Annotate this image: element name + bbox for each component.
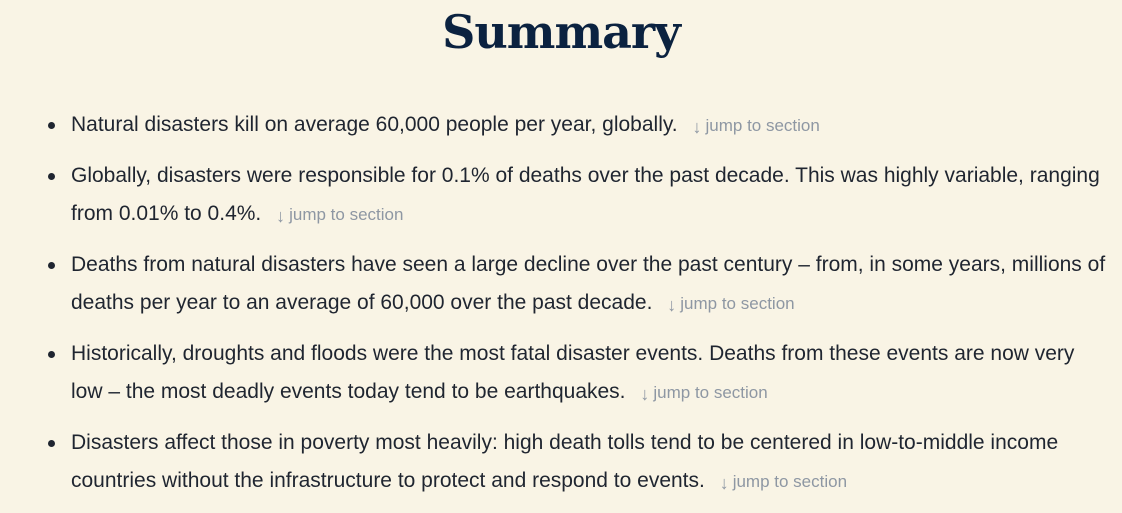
- summary-text: Globally, disasters were responsible for 0.1% of deaths over the past decade. This was highly variable, ranging from 0.01% to 0.4%.: [71, 164, 1100, 225]
- jump-to-section-link[interactable]: [693, 116, 820, 135]
- down-arrow-icon: ↓: [276, 206, 286, 226]
- jump-to-section-link[interactable]: [720, 472, 847, 491]
- down-arrow-icon: ↓: [667, 295, 677, 315]
- jump-link-label: jump to section: [705, 116, 820, 135]
- summary-list: [0, 106, 1122, 513]
- summary-item: [0, 335, 1122, 412]
- jump-link-label: jump to section: [680, 294, 795, 313]
- down-arrow-icon: ↓: [692, 117, 702, 137]
- jump-link-label: jump to section: [289, 205, 404, 224]
- jump-link-label: jump to section: [732, 472, 848, 491]
- summary-text: Historically, droughts and floods were the most fatal disaster events. Deaths from these events are now very low – the most deadly events today tend to be earthquakes.: [71, 342, 1075, 403]
- bullet-icon: [48, 262, 55, 269]
- bullet-icon: [48, 173, 55, 180]
- jump-to-section-link[interactable]: [640, 383, 767, 402]
- summary-text: Disasters affect those in poverty most heavily: high death tolls tend to be centered in low-to-middle income countries without the infrastructure to protect and respond to events.: [71, 431, 1059, 492]
- summary-item: [0, 106, 1122, 145]
- bullet-icon: [48, 351, 55, 358]
- down-arrow-icon: ↓: [719, 473, 729, 493]
- jump-to-section-link[interactable]: [276, 205, 403, 224]
- summary-text: Deaths from natural disasters have seen a large decline over the past century – from, in some years, millions of deaths per year to an average of 60,000 over the past decade.: [71, 253, 1106, 314]
- jump-link-label: jump to section: [653, 383, 768, 402]
- bullet-icon: [48, 440, 55, 447]
- summary-item: [0, 246, 1122, 323]
- down-arrow-icon: ↓: [640, 384, 650, 404]
- summary-item: [0, 157, 1122, 234]
- jump-to-section-link[interactable]: [667, 294, 794, 313]
- summary-item: [0, 424, 1122, 501]
- page-title: Summary: [442, 5, 680, 59]
- summary-text: Natural disasters kill on average 60,000 people per year, globally.: [71, 113, 678, 136]
- bullet-icon: [48, 122, 55, 129]
